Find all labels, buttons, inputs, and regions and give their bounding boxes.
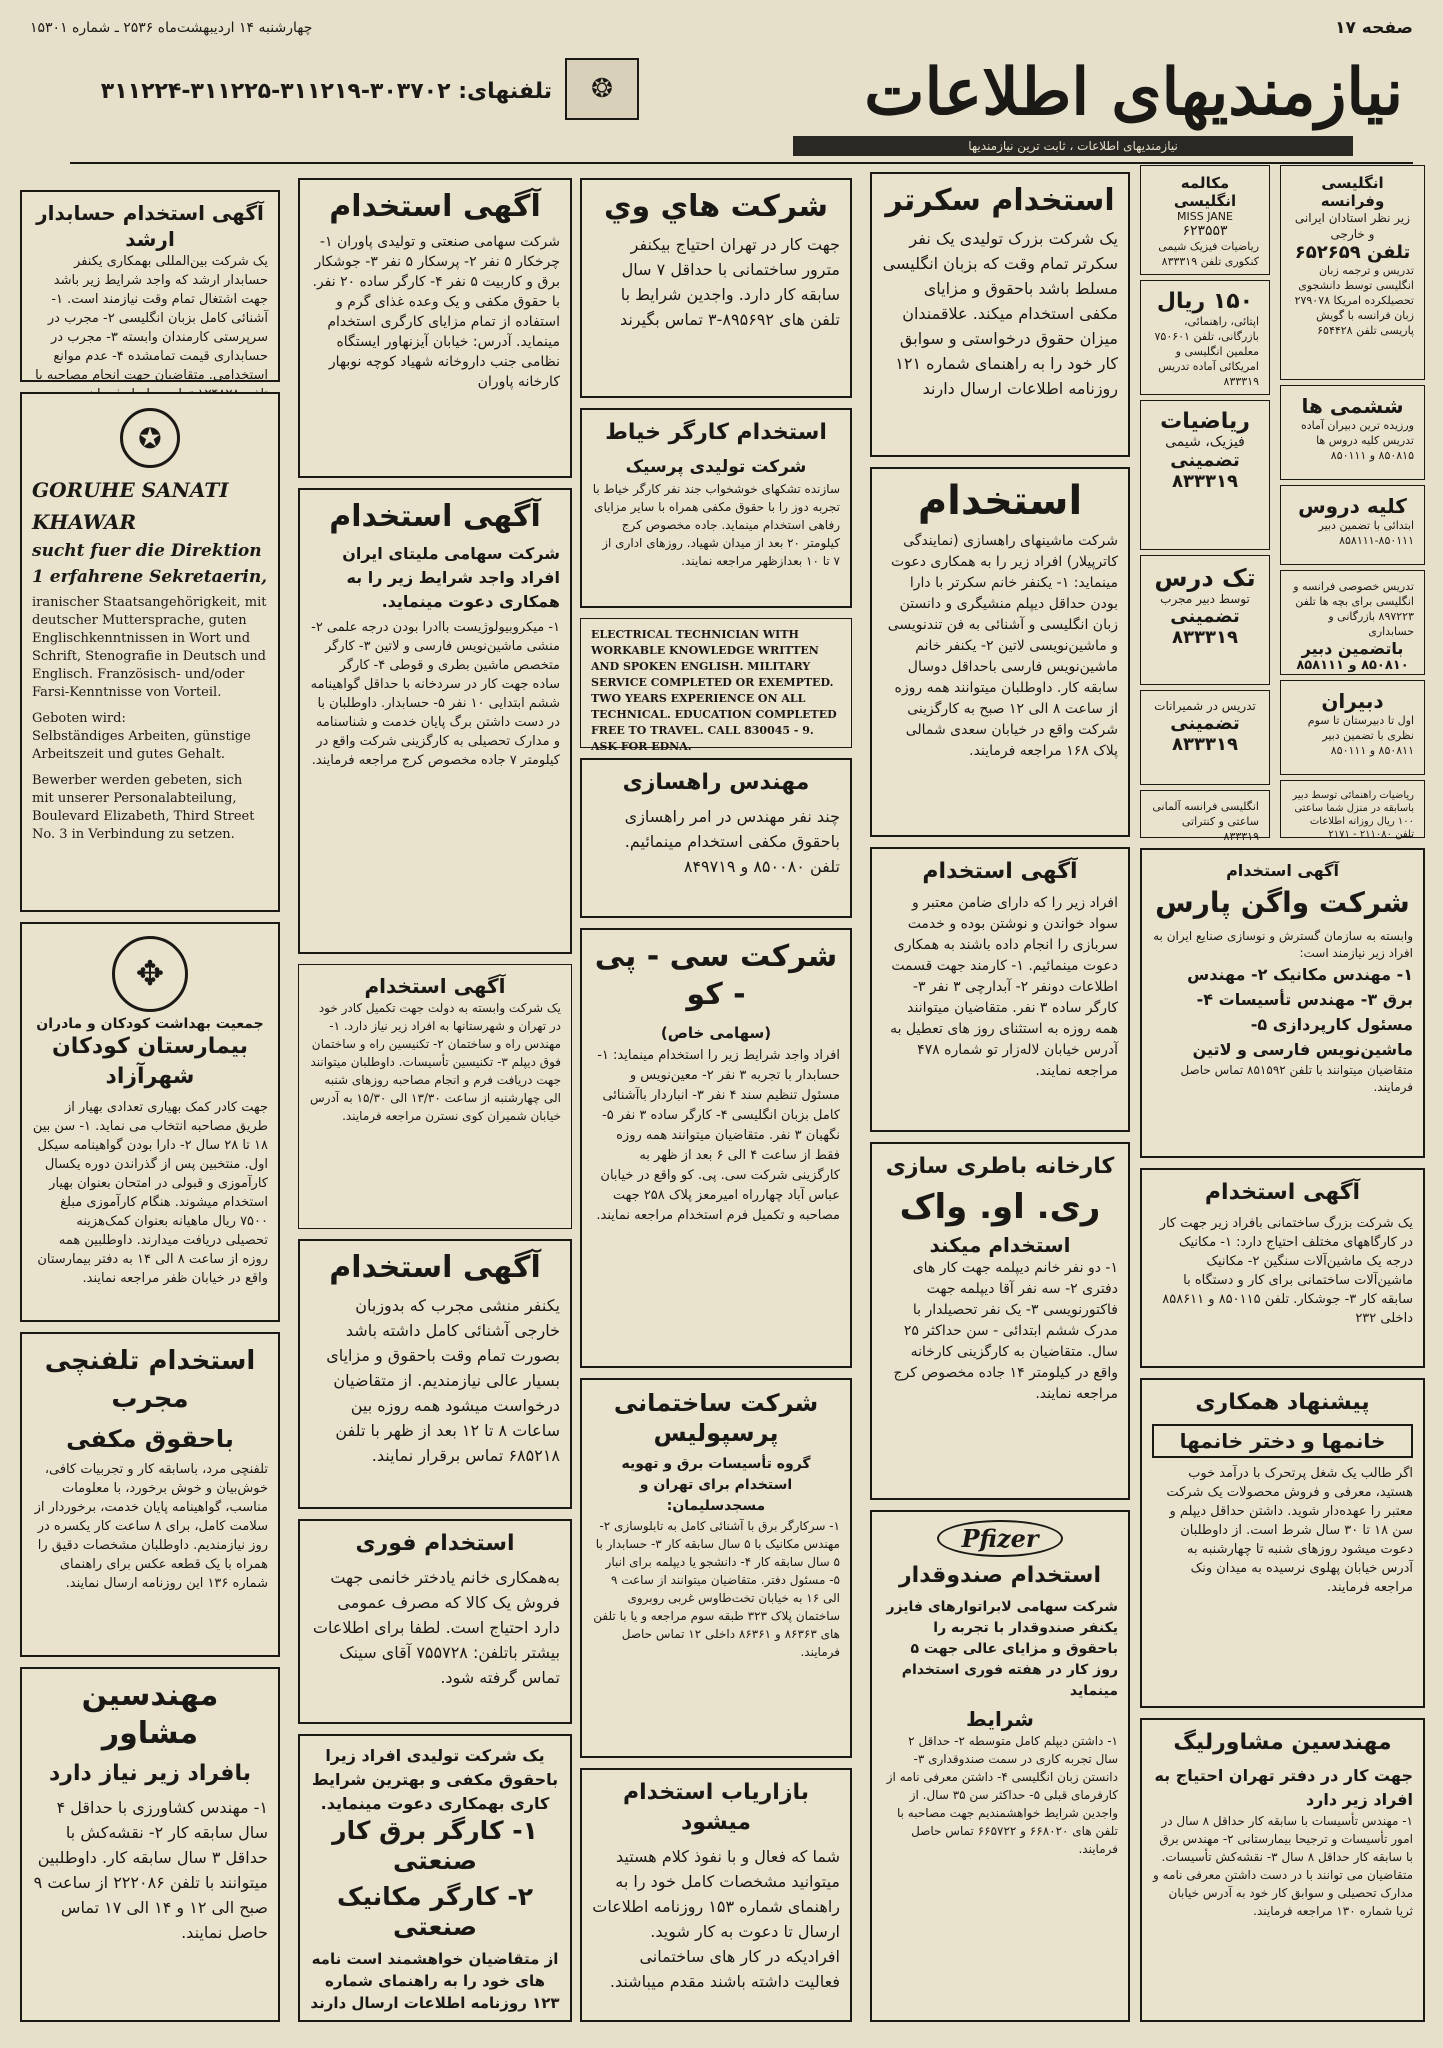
ad-subtitle: فیزیک، شیمی xyxy=(1165,434,1245,450)
ad-body: ۱- مهندس کشاورزی با حداقل ۴ سال سابقه کار ۲- نقشه‌کش با حداقل ۳ سال سابقه کار. داوطلبین میتوانند با تلفن ۲۲۲۰۸۶ از ساعت ۹ صبح الی ۱۲ و ۱۴ الی ۱۷ تماس حاصل نمایند. xyxy=(33,1798,268,1942)
masthead xyxy=(70,50,1413,160)
ad-subtitle: (سهامی خاص) xyxy=(660,1024,772,1042)
ad-footer: متقاضیان میتوانند با تلفن ۸۵۱۵۹۲ تماس حاصل فرمایند. xyxy=(1180,1063,1413,1094)
ad-tailor xyxy=(580,408,852,608)
ad-phone: ۸۳۳۳۱۹ xyxy=(1172,471,1238,492)
issue-date: چهارشنبه ۱۴ اردیبهشت‌ماه ۲۵۳۶ ـ شماره ۱۵۳۰۱ xyxy=(30,20,313,36)
pfizer-logo: Pfizer xyxy=(937,1520,1062,1557)
ad-wagon-pars xyxy=(1140,848,1425,1158)
ad-item-mechanic: ۲- کارگر مکانیک صنعتی xyxy=(336,1882,534,1941)
ad-title: مهندسین مشاور xyxy=(81,1678,219,1751)
page-number: صفحه ۱۷ xyxy=(1335,18,1413,38)
ad-title: شرکت ساختمانی پرسپولیس xyxy=(613,1389,819,1447)
ad-title: استخدام کارگر خیاط xyxy=(605,420,827,445)
ad-company: شرکت تولیدی پرسیک xyxy=(625,457,807,477)
ad-body: ابتدائی با تضمین دبیر ۸۵۰۱۱۱-۸۵۸۱۱۱ xyxy=(1318,519,1414,547)
ad-sixth-grade xyxy=(1280,385,1425,480)
ad-way-company xyxy=(580,178,852,398)
ad-body: جهت کار در تهران احتیاج بیکنفر مترور ساختمانی با حداقل ۷ سال سابقه کار دارد. واجدین شرایط با تلفن های ۸۹۵۶۹۲-۳ تماس بگیرند xyxy=(619,235,840,329)
mercedes-star-icon: ✪ xyxy=(120,408,180,468)
ad-item-electrician: ۱- کارگر برق کار صنعتی xyxy=(332,1816,538,1875)
ad-subtitle: استخدام میکند xyxy=(929,1233,1071,1257)
ad-title: شرکت هاي وي xyxy=(604,189,828,224)
ad-phone: ۸۵۰۸۱۰ و ۸۵۸۱۱۱ xyxy=(1296,658,1409,673)
ad-title: آگهی استخدام xyxy=(1204,1180,1361,1205)
ad-tutor: MISS JANE xyxy=(1177,210,1233,223)
ad-body: شرکت سهامی لابراتوارهای فایزر یکنفر صندوقدار با تجربه را باحقوق و مزایای عالی جهت ۵ روز کار در هفته فوری استخدام مینماید xyxy=(886,1599,1118,1699)
ad-body: اپتائی، راهنمائی، بازرگانی، تلفن ۷۵۰۶۰۱ معلمین انگلیسی و امریکائی آماده تدریس ۸۳۳۳۱۹ xyxy=(1154,315,1259,388)
ad-body: ۱- دو نفر خانم دیپلمه جهت کار های دفتری ۲- سه نفر آقا دیپلمه جهت فاکتورنویسی ۳- یک نفر تحصیلدار با مدرک ششم ابتدائی - سن حداکثر ۲۵ سال. متقاضیان به کارگزینی کارخانه واقع در کیلومتر ۱۴ جاده مخصوص کرج مراجعه نمایند. xyxy=(893,1260,1118,1402)
ad-title: آگهی استخدام xyxy=(329,189,541,224)
ad-all-lessons xyxy=(1280,485,1425,565)
ad-title: انگلیسی وفرانسه xyxy=(1320,174,1385,210)
ad-small-title: آگهی استخدام xyxy=(1226,861,1339,880)
ad-pfizer-cashier xyxy=(870,1510,1130,2022)
ad-guarantee: تضمینی xyxy=(1170,450,1240,471)
ad-construction-mechanics xyxy=(1140,1168,1425,1368)
ad-phone: ۸۳۳۳۱۹ xyxy=(1172,627,1238,648)
emblem-icon: ❂ xyxy=(565,58,639,120)
ad-teachers xyxy=(1280,680,1425,775)
ad-body: تدریس خصوصی فرانسه و انگلیسی برای بچه ها تلفن ۸۹۷۲۲۳ بازرگانی و حسابداری xyxy=(1293,580,1414,638)
ad-persepolis-construction xyxy=(580,1378,852,1758)
ad-league-consulting xyxy=(1140,1718,1425,2022)
ad-khawar-secretary xyxy=(20,392,280,912)
ad-extra: ریاضیات فیزیک شیمی کنکوری تلفن ۸۳۳۳۱۹ xyxy=(1158,240,1259,268)
ad-body: اگر طالب یک شغل پرتحرک با درآمد خوب هستید، معرفی و فروش محصولات یک شرکت معتبر را عهده‌دار شوید. داشتن حداقل دیپلم و سن ۱۸ تا ۳۰ سال شرط است. از داوطلبان دعوت میشود روزهای شنبه تا چهارشنبه به آدرس خیابان پهلوی نرسیده به میدان ونک مراجعه فرمایند. xyxy=(1166,1466,1413,1595)
ad-subtitle: جهت کار در دفتر تهران احتیاج به افراد زیر دارد xyxy=(1154,1766,1413,1809)
ad-title: دبیران xyxy=(1321,689,1384,713)
ad-urgent-sales xyxy=(298,1519,572,1724)
ad-title: استخدام سکرتر xyxy=(885,183,1115,218)
page-topline xyxy=(30,14,1413,42)
ad-org: جمعیت بهداشت کودکان و مادران xyxy=(36,1016,264,1032)
ad-title: شرکت واگن پارس xyxy=(1155,886,1410,919)
ad-conditions-title: شرایط xyxy=(966,1707,1034,1731)
ad-senior-accountant xyxy=(20,190,280,382)
ad-title: آگهی استخدام حسابدار ارشد xyxy=(36,201,264,251)
ad-body: افراد زیر را که دارای ضامن معتبر و سواد خواندن و نوشتن بوده و خدمت سربازی را انجام داده باشند به همکاری دعوت مینمائیم. ۱- کارمند جهت قسمت اطلاعات دونفر ۲- آبدارچی ۳ نفر ۳- کارگر ساده ۳ نفر. متقاضیان میتوانند همه روزه به استثنای روز های تعطیل به آدرس خیابان لاله‌زار تو شماره ۴۷۸ مراجعه نمایند. xyxy=(890,895,1118,1079)
ad-english-conversation xyxy=(1140,165,1270,275)
ad-contact: Bewerber werden gebeten, sich mit unserer Personalabteilung, Boulevard Elizabeth, Third Street No. 3 in Verbindung zu setzen. xyxy=(32,773,255,842)
ad-intro: وابسته به سازمان گسترش و نوسازی صنایع ایران به افراد زیر نیازمند است: xyxy=(1153,929,1413,960)
ad-title: مهندسین مشاورلیگ xyxy=(1173,1730,1392,1755)
ad-body: افراد واجد شرایط زیر را استخدام مینماید: ۱- حسابدار با تجربه ۳ نفر ۲- معین‌نویس و مسئول تنظیم سند ۴ نفر ۳- انباردار باآشنائی کامل بزبان انگلیسی ۴- کارگر ساده ۳ نفر ۵- نگهبان ۳ نفر. متقاضیان میتوانند همه روزه فقط از ساعت ۴ الی ۶ بعد از ظهر به کارگزینی شرکت سی. پی. کو واقع در خیابان عباس آباد چهارراه امیرمعز پلاک ۲۵۸ جهت مصاحبه و تکمیل فرم استخدام مراجعه نمایند. xyxy=(596,1048,840,1223)
ad-industrial-workers xyxy=(298,1734,572,2022)
ad-battery-factory xyxy=(870,1142,1130,1500)
ad-guarantor-staff xyxy=(870,847,1130,1132)
ad-intro: شرکت سهامی ملیتای ایران افراد واجد شرایط زیر را به همکاری دعوت مینماید. xyxy=(342,544,560,611)
ad-body: ۱- میکروبیولوژیست باادرا بودن درجه علمی ۲- منشی ماشین‌نویس فارسی و لاتین ۳- کارگر متخصص ماشین بطری و قوطی ۴- کارگر ساده جهت کار در سردخانه با حداقل گواهینامه ششم ابتدایی ۱۰ نفر ۵- حسابدار. داوطلبان با در دست داشتن برگ پایان خدمت و شناسنامه و مدارک تحصیلی به کارگزینی شرکت واقع در کیلومتر ۷ جاده مخصوص کرج مراجعه فرمایند. xyxy=(310,620,560,768)
ad-brand: ری. او. واک xyxy=(899,1187,1101,1227)
ad-subtitle: خانمها و دختر خانمها xyxy=(1152,1424,1413,1458)
ad-title: ریاضیات xyxy=(1160,409,1250,434)
ad-body: شرکت سهامی صنعتی و تولیدی پاوران ۱- چرخکار ۵ نفر ۲- پرسکار ۵ نفر ۳- جوشکار برق و کاربیت ۵ نفر ۴- کارگر ساده ۲۰ نفر. با حقوق مکفی و یک وعده غذای گرم و استفاده از تمام مزایای کارگری استخدام مینماید. آدرس: خیابان آیزنهاور ایستگاه نظامی جنب داروخانه شهیاد کوچه نوبهار کارخانه پاوران xyxy=(312,234,560,390)
ad-guarantee: تضمینی xyxy=(1170,606,1240,627)
ad-body: ریاضیات راهنمائی توسط دبیر باسابقه در منزل شما ساعتی ۱۰۰ ریال روزانه اطلاعات تلفن ۲۱۱۰۸۰ - ۲۱۷۱ xyxy=(1292,790,1414,840)
ad-title: کلیه دروس xyxy=(1298,494,1407,518)
ad-multinational xyxy=(298,488,572,954)
ad-body: ۱- سرکارگر برق با آشنائی کامل به تابلوسازی ۲- مهندس مکانیک با ۵ سال سابقه کار ۳- حسابدار با ۵ سال سابقه کار ۴- دانشجو یا دیپلمه برای انبار ۵- مسئول دفتر. متقاضیان میتوانند از ساعت ۹ الی ۱۶ به خیابان تخت‌طاوس غربی روبروی ساختمان پلاک ۳۲۳ طبقه سوم مراجعه و یا با تلفن های ۸۶۳۶۳ و ۸۶۳۶۱ داخلی ۱۲ تماس حاصل فرمایند. xyxy=(593,1519,840,1659)
ad-subtitle: توسط دبیر مجرب xyxy=(1160,592,1250,606)
ad-title: آگهی استخدام xyxy=(364,974,506,998)
ad-body: شما که فعال و با نفوذ کلام هستید میتوانید مشخصات کامل خود را به راهنمای شماره ۱۵۳ روزنامه اطلاعات ارسال تا دعوت به کار شوید. افرادیکه در کار های ساختمانی فعالیت داشته باشند مقدم میباشند. xyxy=(592,1847,840,1991)
ad-title: باتضمین دبیر xyxy=(1301,639,1404,658)
ad-title: مهندس راهسازی xyxy=(622,770,810,795)
ad-body: شرکت ماشینهای راهسازی (نمایندگی کاترپیلار) افراد زیر را به همکاری دعوت مینماید: ۱- یکنفر خانم سکرتر با دارا بودن حداقل دیپلم منشیگری و دانستن زبان انگلیسی و آشنائی به فن تندنویسی و ماشین‌نویسی لاتین ۲- یکنفر خانم ماشین‌نویس فارسی باحداقل دوسال سابقه کار. داوطلبان میتوانند همه روزه از ساعت ۸ الی ۱۲ صبح به کارگزینی شرکت واقع در خیابان سعدی شمالی پلاک ۱۶۸ مراجعه فرمایند. xyxy=(887,533,1118,759)
ad-consulting-engineers xyxy=(20,1667,280,2022)
ad-private-tutoring xyxy=(1280,570,1425,675)
ad-cpco xyxy=(580,928,852,1368)
ad-title: استخدام صندوقدار xyxy=(899,1563,1101,1588)
ad-subtitle: گروه تأسیسات برق و تهویه استخدام برای تهران و مسجدسلیمان: xyxy=(621,1456,811,1514)
ad-line-sekretaerin: 1 erfahrene Sekretaerin, xyxy=(32,567,268,587)
ad-government-affiliate xyxy=(298,964,572,1229)
ad-offer: Selbständiges Arbeiten, günstige Arbeitszeit und gutes Gehalt. xyxy=(32,729,251,762)
ad-single-lesson xyxy=(1140,555,1270,685)
seal-icon: ✥ xyxy=(112,936,188,1012)
ad-subtitle: بافراد زیر نیاز دارد xyxy=(49,1761,251,1786)
ad-body: ۱- مهندس تأسیسات با سابقه کار حداقل ۸ سال در امور تأسیسات و ترجیحا بیمارستانی ۲- مهندس برق با سابقه کار حداقل ۸ سال ۳- نقشه‌کش تأسیسات. متقاضیان می توانند با در دست داشتن معرفی نامه و مدارک تحصیلی و سوابق کار خود به آدرس خیابان ثریا شماره ۱۳۰ مراجعه فرمایند. xyxy=(1153,1814,1413,1918)
ad-body: سازنده تشکهای خوشخواب جند نفر کارگر خیاط با تجربه دوز را با حقوق مکفی همراه با سایر مزایای رفاهی استخدام مینماید. جاده مخصوص کرج کیلومتر ۲۰ بعد از میدان شهیاد. روزهای اداری از ۷ تا ۱۰ بعدازظهر مراجعه نمایند. xyxy=(592,482,840,568)
ad-body: یکنفر منشی مجرب که بدوزبان خارجی آشنائی کامل داشته باشد بصورت تمام وقت باحقوق و مزایای بسیار عالی نیازمندیم. از متقاضیان درخواست میشود همه روزه بین ساعات ۸ تا ۱۲ بعد از ظهر با تلفن ۶۸۵۲۱۸ تماس برقرار نمایند. xyxy=(326,1296,560,1465)
masthead-phones: تلفنهای: ۳۰۳۷۰۲-۳۱۱۲۱۹-۳۱۱۲۲۵-۳۱۱۲۲۴ xyxy=(100,79,552,104)
ad-title: استخدام xyxy=(917,478,1083,524)
ad-extra: تدریس و ترجمه زبان انگلیسی توسط دانشجوی تحصیلکرده امریکا ۲۷۹۰۷۸ زبان فرانسه با گویش پاریسی تلفن ۶۵۴۴۲۸ xyxy=(1294,264,1414,337)
ad-title: استخدام فوری xyxy=(355,1531,515,1556)
ad-phone: ۸۳۳۳۱۹ xyxy=(1172,734,1238,755)
ad-cooperation-offer xyxy=(1140,1378,1425,1708)
ad-tutor-note xyxy=(1280,780,1425,838)
ad-body: یک شرکت بین‌المللی بهمکاری یکنفر حسابدار ارشد که واجد شرایط زیر باشد جهت اشتغال تمام وقت نیازمند است. ۱- آشنائی کامل بزبان انگلیسی ۲- مجرب در سرپرستی کارمندان وابسته ۳- مجرب در حسابداری قیمت تمامشده ۴- عدم موانع استخدامی. متقاضیان جهت انجام مصاحبه با xyxy=(35,254,268,383)
ad-title: ششمی ها xyxy=(1301,394,1404,418)
ad-pavaran xyxy=(298,178,572,478)
section-subtitle: نیازمندیهای اطلاعات ، ثابت ترین نیازمندیها xyxy=(793,136,1353,156)
ad-body: یک شرکت تولیدی افراد زیرا باحقوق مکفی و بهترین شرایط کاری بهمکاری دعوت مینماید. xyxy=(311,1746,559,1813)
ad-title: تک درس xyxy=(1154,564,1256,592)
ad-guarantee: تضمینی xyxy=(1170,713,1240,734)
ad-title: مکالمه انگلیسی xyxy=(1173,174,1237,210)
ad-title: پیشنهاد همکاری xyxy=(1195,1390,1370,1415)
ad-title: GORUHE SANATI KHAWAR xyxy=(32,478,229,534)
ad-body: یک شرکت وابسته به دولت جهت تکمیل کادر خود در تهران و شهرستانها به افراد زیر نیاز دارد. ۱- مهندس راه و ساختمان ۲- تکنیسین راه و ساختمان فوق دیپلم ۳- تکنیسین تأسیسات. داوطلبان میتوانند جهت دریافت فرم و انجام مصاحبه روزهای شنبه الی چهارشنبه از ساعت ۱۳/۳۰ الی ۱۵/۳۰ به آدرس خیابان شمیران کوی نسترن مراجعه فرمایند. xyxy=(310,1001,561,1123)
ad-body: ELECTRICAL TECHNICIAN WITH WORKABLE KNOWLEDGE WRITTEN AND SPOKEN ENGLISH. MILITARY SERVICE COMPLETED OR EXEMPTED. TWO YEARS EXPERIENCE ON ALL TECHNICAL. EDUCATION COMPLETED FREE TO TRAVEL. CALL 830045 - 9. ASK FOR EDNA. xyxy=(591,628,837,753)
ad-body: انگلیسی فرانسه آلمانی ساعتی و کنتراتی ۸۳۳۳۱۹ xyxy=(1152,800,1259,843)
ad-title: ۱۵۰ ریال xyxy=(1156,289,1254,314)
ad-line-direktion: sucht fuer die Direktion xyxy=(32,541,262,561)
masthead-rule xyxy=(70,162,1413,164)
ad-body: iranischer Staatsangehörigkeit, mit deutscher Muttersprache, guten Englischkenntnissen in Wort und Schrift, Stenografie in Deutsch und Englisch. Französisch- und/oder Farsi-Kenntnisse von Vorteil. xyxy=(32,595,267,700)
ad-telephonist xyxy=(20,1332,280,1657)
ad-body: تدریس در شمیرانات xyxy=(1154,699,1256,713)
ad-title: کارخانه باطری سازی xyxy=(885,1154,1115,1179)
ad-bilingual-secretary xyxy=(298,1239,572,1509)
ad-body: زیر نظر استادان ایرانی و خارجی xyxy=(1294,211,1411,241)
section-title: نیازمندیهای اطلاعات xyxy=(864,55,1403,130)
ad-body: به‌همکاری خانم یادختر خانمی جهت فروش یک کالا که مصرف عمومی دارد احتیاج است. لطفا برای اطلاعات بیشتر باتلفن: ۷۵۵۷۲۸ آقای سینک تماس گرفته شود. xyxy=(312,1568,560,1687)
ad-marketer xyxy=(580,1768,852,2022)
ad-math xyxy=(1140,400,1270,550)
ad-english-secretary xyxy=(870,172,1130,457)
ad-body: چند نفر مهندس در امر راهسازی باحقوق مکفی استخدام مینمائیم. تلفن ۸۵۰۰۸۰ و ۸۴۹۷۱۹ xyxy=(624,807,840,876)
ad-children-hospital xyxy=(20,922,280,1322)
ad-english-french xyxy=(1280,165,1425,380)
ad-shemiran xyxy=(1140,690,1270,785)
ad-body: یک شرکت بزرگ ساختمانی بافراد زیر جهت کار در کارگاههای مختلف احتیاج دارد: ۱- مکانیک درجه یک ماشین‌آلات سنگین ۲- مکانیک ماشین‌آلات ساختمانی برای کار و دستگاه با سابقه کار ۳- جوشکار. تلفن ۸۵۰۱۱۵ و ۸۵۸۶۱۱ داخلی ۲۳۲ xyxy=(1159,1216,1413,1326)
ad-phone: تلفن ۶۵۲۶۵۹ xyxy=(1294,242,1411,263)
ad-title: شرکت سی - پی - کو xyxy=(594,939,838,1012)
ad-body: یک شرکت بزرک تولیدی یک نفر سکرتر تمام وقت که بزبان انگلیسی مسلط باشد باحقوق و مزایای مکفی استخدام میکند. علاقمندان میزان حقوق درخواستی و سوابق کار خود را به راهنمای شماره ۱۲۱ روزنامه اطلاعات ارسال دارند xyxy=(882,229,1118,398)
ad-body: جهت کادر کمک بهیاری تعدادی بهیار از طریق مصاحبه انتخاب می نماید. ۱- سن بین ۱۸ تا ۲۸ سال ۲- دارا بودن گواهینامه سیکل اول. منتخبین پس از گذراندن دوره یکسال کارآموزی و قبولی در امتحان بعنوان بهیار استخدام میشوند. هنگام کارآموزی مبلغ ۷۵۰۰ ریال ماهیانه بعنوان کمک‌هزینه تحصیلی دریافت میدارند. داوطلبین همه روزه از ساعت ۸ الی ۱۴ به دفتر بیمارستان واقع در خیابان ظفر مراجعه نمایند. xyxy=(32,1100,268,1286)
ad-german-lessons xyxy=(1140,790,1270,843)
ad-title: آگهی استخدام xyxy=(329,499,541,534)
ad-body: تلفنچی مرد، باسابقه کار و تجربیات کافی، خوش‌بیان و خوش برخورد، با معلومات مناسب، گواهینامه پایان خدمت، برخوردار از سلامت کامل، برای ۸ ساعت کار یکسره در روز نیازمندیم. داوطلبان مشخصات دقیق را همراه با یک قطعه عکس برای راهنمای شماره ۱۳۶ این روزنامه ارسال نمایند. xyxy=(34,1462,268,1591)
ad-footer: از متقاضیان خواهشمند است نامه های خود را به راهنمای شماره ۱۲۳ روزنامه اطلاعات ارسال دارند xyxy=(310,1950,560,2012)
ad-items: ۱- مهندس مکانیک ۲- مهندس برق ۳- مهندس تأسیسات ۴- مسئول کارپردازی ۵- ماشین‌نویس فارسی و لاتین xyxy=(1187,965,1413,1059)
ad-body: ورزیده ترین دبیران آماده تدریس کلیه دروس ها ۸۵۰۸۱۵ و ۸۵۰۱۱۱ xyxy=(1300,419,1414,462)
ad-title: آگهی استخدام xyxy=(329,1250,541,1285)
ad-title: آگهی استخدام xyxy=(922,859,1078,884)
ad-subtitle: باحقوق مکفی xyxy=(66,1425,234,1453)
ad-body: اول تا دبیرستان تا سوم نظری با تضمین دبیر ۸۵۰۸۱۱ و ۸۵۰۱۱۱ xyxy=(1307,714,1414,757)
ad-title: استخدام تلفنچی مجرب xyxy=(44,1346,256,1414)
ad-title: بازاریاب استخدام میشود xyxy=(622,1780,810,1835)
ad-title: بیمارستان کودکان شهرآزاد xyxy=(52,1034,248,1089)
ad-road-engineer xyxy=(580,758,852,918)
ad-caterpillar xyxy=(870,467,1130,837)
ad-phone: ۶۲۳۵۵۳ xyxy=(1182,223,1228,239)
ad-conditions: ۱- داشتن دیپلم کامل متوسطه ۲- حداقل ۲ سال تجربه کاری در سمت صندوقداری ۳- دانستن زبان انگلیسی ۴- داشتن معرفی نامه از کارفرمای قبلی ۵- حداکثر سن ۳۵ سال. از واجدین شرایط خواهشمندیم جهت مصاحبه با تلفن های ۶۶۸۰۲۰ و ۶۶۵۷۲۲ تماس حاصل فرمایند. xyxy=(886,1734,1118,1856)
ad-offer-title: Geboten wird: xyxy=(32,711,126,726)
ad-150-rial xyxy=(1140,280,1270,395)
ad-electrical-technician xyxy=(580,618,852,753)
